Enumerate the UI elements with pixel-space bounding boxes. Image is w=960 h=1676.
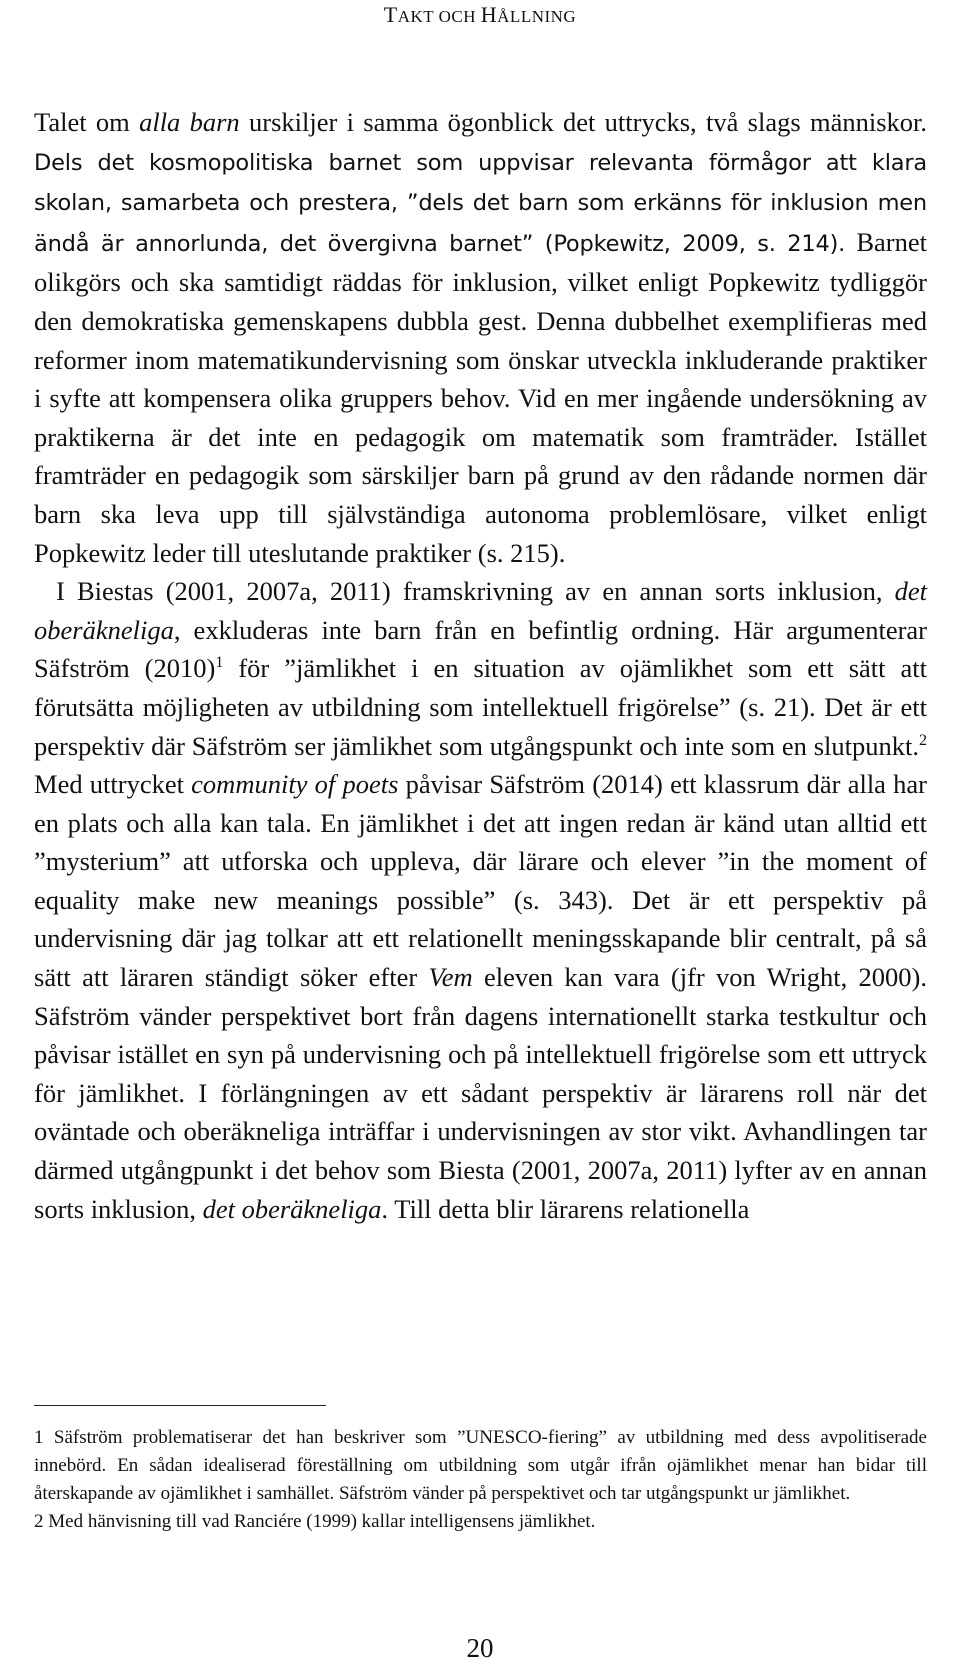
footnote-separator — [34, 1405, 326, 1406]
paragraph-1 — [34, 103, 927, 572]
header-small-caps-2: ÅLLNING — [497, 7, 577, 26]
footnote-ref-2[interactable]: 2 — [919, 731, 927, 749]
italic-term: Vem — [428, 962, 473, 993]
header-cap-t: T — [383, 2, 398, 27]
text-run: eleven kan vara (jfr von Wright, 2000). Säfström vänder perspektivet bort från dagens internationellt starka testkultur och påvisar istället en syn på undervisning och på intellektuell frigörelse som ett uttryck för jämlikhet. I förlängningen av ett sådant perspektiv är lärarens roll när det oväntade och oberäkneliga inträffar i undervisningen av stor vikt. Avhandlingen tar därmed utgångpunkt i det behov som Biesta (2001, 2007a, 2011) lyfter av en annan sorts inklusion, — [34, 962, 927, 1224]
text-run: urskiljer i samma ögonblick det uttrycks, två slags människor. — [239, 107, 927, 137]
italic-term: det oberäkneliga — [202, 1193, 382, 1224]
footnotes — [34, 1424, 927, 1536]
text-run: Barnet olikgörs och ska samtidigt räddas för inklusion, vilket enligt Popkewitz tydliggör den demokratiska gemenskapens dubbla gest. Denna dubbelhet exemplifieras med reformer inom matematikundervisning som önskar utveckla inkluderande praktiker i syfte att kompensera olika gruppers behov. Vid en mer ingående undersökning av praktikerna är det inte en pedagogik om matematik som framträder. Istället framträder en pedagogik som särskiljer barn på grund av den rådande normen där barn ska leva upp till självständiga autonoma problemlösare, vilket enligt Popkewitz leder till uteslutande praktiker (s. 215). — [34, 226, 927, 568]
italic-term: alla barn — [139, 107, 240, 137]
text-run: påvisar Säfström (2014) ett klassrum där alla har en plats och alla kan tala. En jämlikhet i det att ingen redan är känd utan alltid ett ”mysterium” att utforska och uppleva, där lärare och elever ”in the moment of equality make new meanings possible” (s. 343). Det är ett perspektiv på undervisning där jag tolkar att ett relationellt meningsskapande blir centralt, på så sätt att läraren ständigt söker efter — [34, 769, 927, 993]
paragraph-2 — [34, 572, 927, 1228]
body-text — [34, 103, 927, 1228]
footnote-1: 1 Säfström problematiserar det han beskriver som ”UNESCO-fiering” av utbildning med dess avpolitiserade innebörd. En sådan idealiserad föreställning om utbildning som utgår ifrån ojämlikhet menar han bidar till återskapande av ojämlikhet i samhället. Säfström vänder på perspektivet och tar utgångspunkt ur jämlikhet. — [34, 1427, 927, 1504]
text-run: Med uttrycket — [34, 769, 192, 800]
text-run: Talet om — [34, 107, 140, 137]
text-run: I Biestas (2001, 2007a, 2011) framskrivning av en annan sorts inklusion, — [56, 576, 895, 607]
text-run: för ”jämlikhet i en situation av ojämlikhet som ett sätt att förutsätta möjligheten av utbildning som intellektuell frigörelse” (s. 21). Det är ett perspektiv där Säfström ser jämlikhet som utgångspunkt och inte som en slutpunkt. — [34, 653, 927, 761]
page-number: 20 — [466, 1633, 494, 1663]
footnote-2: 2 Med hänvisning till vad Ranciére (1999) kallar intelligensens jämlikhet. — [34, 1511, 596, 1532]
running-header — [0, 2, 960, 28]
italic-term: community of poets — [191, 769, 399, 800]
header-small-caps-1: AKT OCH — [397, 7, 481, 26]
text-run: . Till detta blir lärarens relationella — [381, 1193, 750, 1224]
footnote-ref-1[interactable]: 1 — [215, 654, 224, 672]
header-cap-h: H — [480, 2, 498, 27]
text-run: , exkluderas inte barn från en befintlig ordning. Här argumenterar Säfström (2010) — [34, 614, 927, 684]
sans-quote-run: Dels det kosmopolitiska barnet som uppvisar relevanta förmågor att klara skolan, samarbeta och prestera, ”dels det barn som erkänns för inklusion men ändå är annorlunda, det övergivna barnet” (Popkewitz, 2009, s. 214). — [34, 149, 927, 257]
italic-term: det oberäkneliga — [34, 576, 927, 645]
